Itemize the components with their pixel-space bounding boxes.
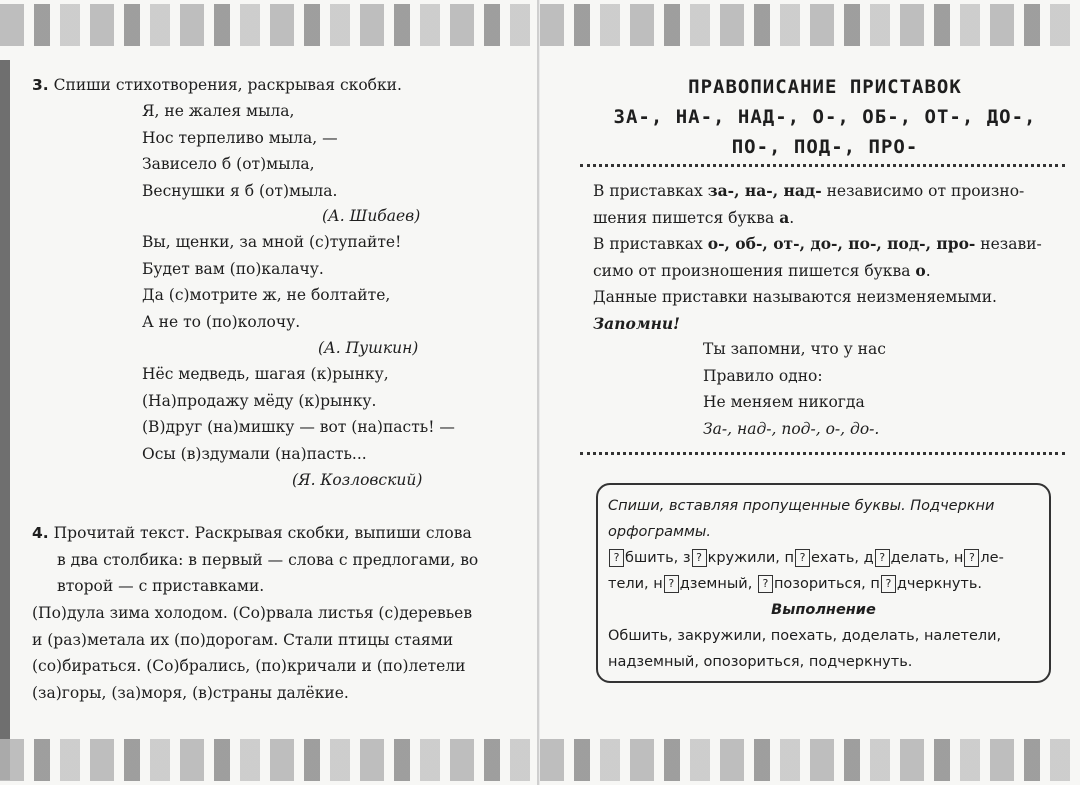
- section-title: [590, 72, 1060, 162]
- left-page: [0, 0, 539, 785]
- exercise-4-instruction: [32, 520, 478, 600]
- poem-line: Осы (в)здумали (на)пасть...: [142, 444, 367, 463]
- verse-line: Правило одно:: [703, 366, 823, 385]
- rule-text: [593, 178, 1042, 337]
- task-word: ле-: [980, 550, 1004, 566]
- answer-line: Обшить, закружили, поехать, доделать, налетели,: [608, 628, 1002, 644]
- blank-box: ?: [692, 549, 707, 567]
- blank-box: ?: [881, 575, 896, 593]
- exercise-box: [596, 483, 1051, 683]
- task-word: бшить, з: [625, 550, 691, 566]
- task-word: дчеркнуть.: [896, 576, 983, 592]
- top-decoration: [0, 4, 537, 46]
- text-line: и (раз)метала их (по)дорогам. Стали птицы стаями: [32, 630, 454, 649]
- rule-part: незави-: [975, 235, 1042, 253]
- remember-label: Запомни!: [593, 313, 680, 333]
- title-line: ЗА-, НА-, НАД-, О-, ОБ-, ОТ-, ДО-,: [613, 106, 1037, 128]
- answer-heading: Выполнение: [771, 602, 876, 618]
- poem-author: (А. Шибаев): [322, 207, 421, 225]
- title-line: ПРАВОПИСАНИЕ ПРИСТАВОК: [688, 76, 962, 98]
- poem-2: [142, 229, 401, 335]
- dotted-divider: [580, 164, 1065, 167]
- rule-letter: о: [915, 260, 926, 280]
- text-line: (со)бираться. (Со)брались, (по)кричали и (по)летели: [32, 657, 466, 675]
- poem-line: Зависело б (от)мыла,: [142, 155, 315, 173]
- rule-line: Данные приставки называются неизменяемыми.: [593, 288, 997, 306]
- blank-box: ?: [795, 549, 810, 567]
- answer-line: надземный, опозориться, подчеркнуть.: [608, 654, 913, 670]
- instruction-line: Прочитай текст. Раскрывая скобки, выпиши слова: [53, 524, 472, 542]
- rule-letter: а: [779, 207, 790, 227]
- rule-prefixes: о-, об-, от-, до-, по-, под-, про-: [707, 234, 976, 253]
- rule-part: В приставках: [593, 182, 708, 200]
- poem-line: Вы, щенки, за мной (с)тупайте!: [142, 233, 402, 251]
- blank-box: ?: [964, 549, 979, 567]
- poem-author: (А. Пушкин): [318, 339, 419, 357]
- verse-line: За-, над-, под-, о-, до-.: [703, 419, 880, 438]
- exercise-4-text: [32, 600, 472, 706]
- task-words-line: [608, 571, 1039, 597]
- task-word: дземный,: [679, 576, 757, 592]
- poem-line: (На)продажу мёду (к)рынку.: [142, 391, 377, 410]
- task-word: кружили, п: [707, 550, 794, 566]
- dotted-divider: [580, 452, 1065, 455]
- blank-box: ?: [609, 549, 624, 567]
- title-line: ПО-, ПОД-, ПРО-: [731, 136, 919, 158]
- rule-part: симо от произношения пишется буква: [593, 261, 916, 280]
- poem-3: [142, 361, 455, 467]
- poem-line: Нос терпеливо мыла, —: [142, 128, 338, 147]
- text-line: (за)горы, (за)моря, (в)страны далёкие.: [32, 683, 349, 702]
- poem-line: Будет вам (по)калачу.: [142, 259, 324, 278]
- poem-line: Веснушки я б (от)мыла.: [142, 181, 338, 200]
- remember-verse: [703, 336, 886, 442]
- text-line: (По)дула зима холодом. (Со)рвала листья (с)деревьев: [32, 604, 473, 622]
- right-page: [540, 0, 1080, 785]
- exercise-instruction: Спиши стихотворения, раскрывая скобки.: [53, 76, 402, 94]
- instruction-line: второй — с приставками.: [57, 577, 265, 595]
- task-words-line: [608, 545, 1039, 571]
- instruction-line: в два столбика: в первый — слова с предлогами, во: [57, 550, 479, 569]
- rule-part: В приставках: [593, 235, 708, 253]
- poem-line: А не то (по)колочу.: [142, 312, 301, 331]
- rule-part: шения пишется буква: [593, 208, 780, 227]
- task-word: позориться, п: [773, 576, 880, 592]
- rule-prefixes: за-, на-, над-: [707, 181, 822, 200]
- blank-box: ?: [875, 549, 890, 567]
- rule-part: .: [925, 261, 931, 280]
- exercise-number: 4.: [32, 524, 49, 542]
- bottom-decoration: [0, 739, 537, 781]
- verse-line: Ты запомни, что у нас: [703, 340, 886, 358]
- blank-box: ?: [758, 575, 773, 593]
- poem-line: Нёс медведь, шагая (к)рынку,: [142, 365, 389, 383]
- task-word: ехать, д: [810, 550, 874, 566]
- poem-line: Я, не жалея мыла,: [142, 102, 295, 120]
- poem-line: (В)друг (на)мишку — вот (на)пасть! —: [142, 418, 455, 436]
- verse-line: Не меняем никогда: [703, 393, 865, 411]
- poem-author: (Я. Козловский): [292, 471, 423, 489]
- blank-box: ?: [664, 575, 679, 593]
- rule-part: независимо от произно-: [821, 182, 1025, 200]
- left-edge-strip: [0, 60, 10, 780]
- top-decoration: [540, 4, 1080, 46]
- poem-1: [142, 98, 338, 204]
- task-word: делать, н: [890, 550, 964, 566]
- task-word: тели, н: [608, 576, 663, 592]
- exercise-number: 3.: [32, 76, 49, 94]
- rule-part: .: [789, 208, 795, 227]
- bottom-decoration: [540, 739, 1080, 781]
- exercise-3-heading: [32, 72, 402, 99]
- task-instruction: Спиши, вставляя пропущенные буквы. Подчеркни орфограммы.: [608, 498, 995, 540]
- poem-line: Да (с)мотрите ж, не болтайте,: [142, 286, 391, 304]
